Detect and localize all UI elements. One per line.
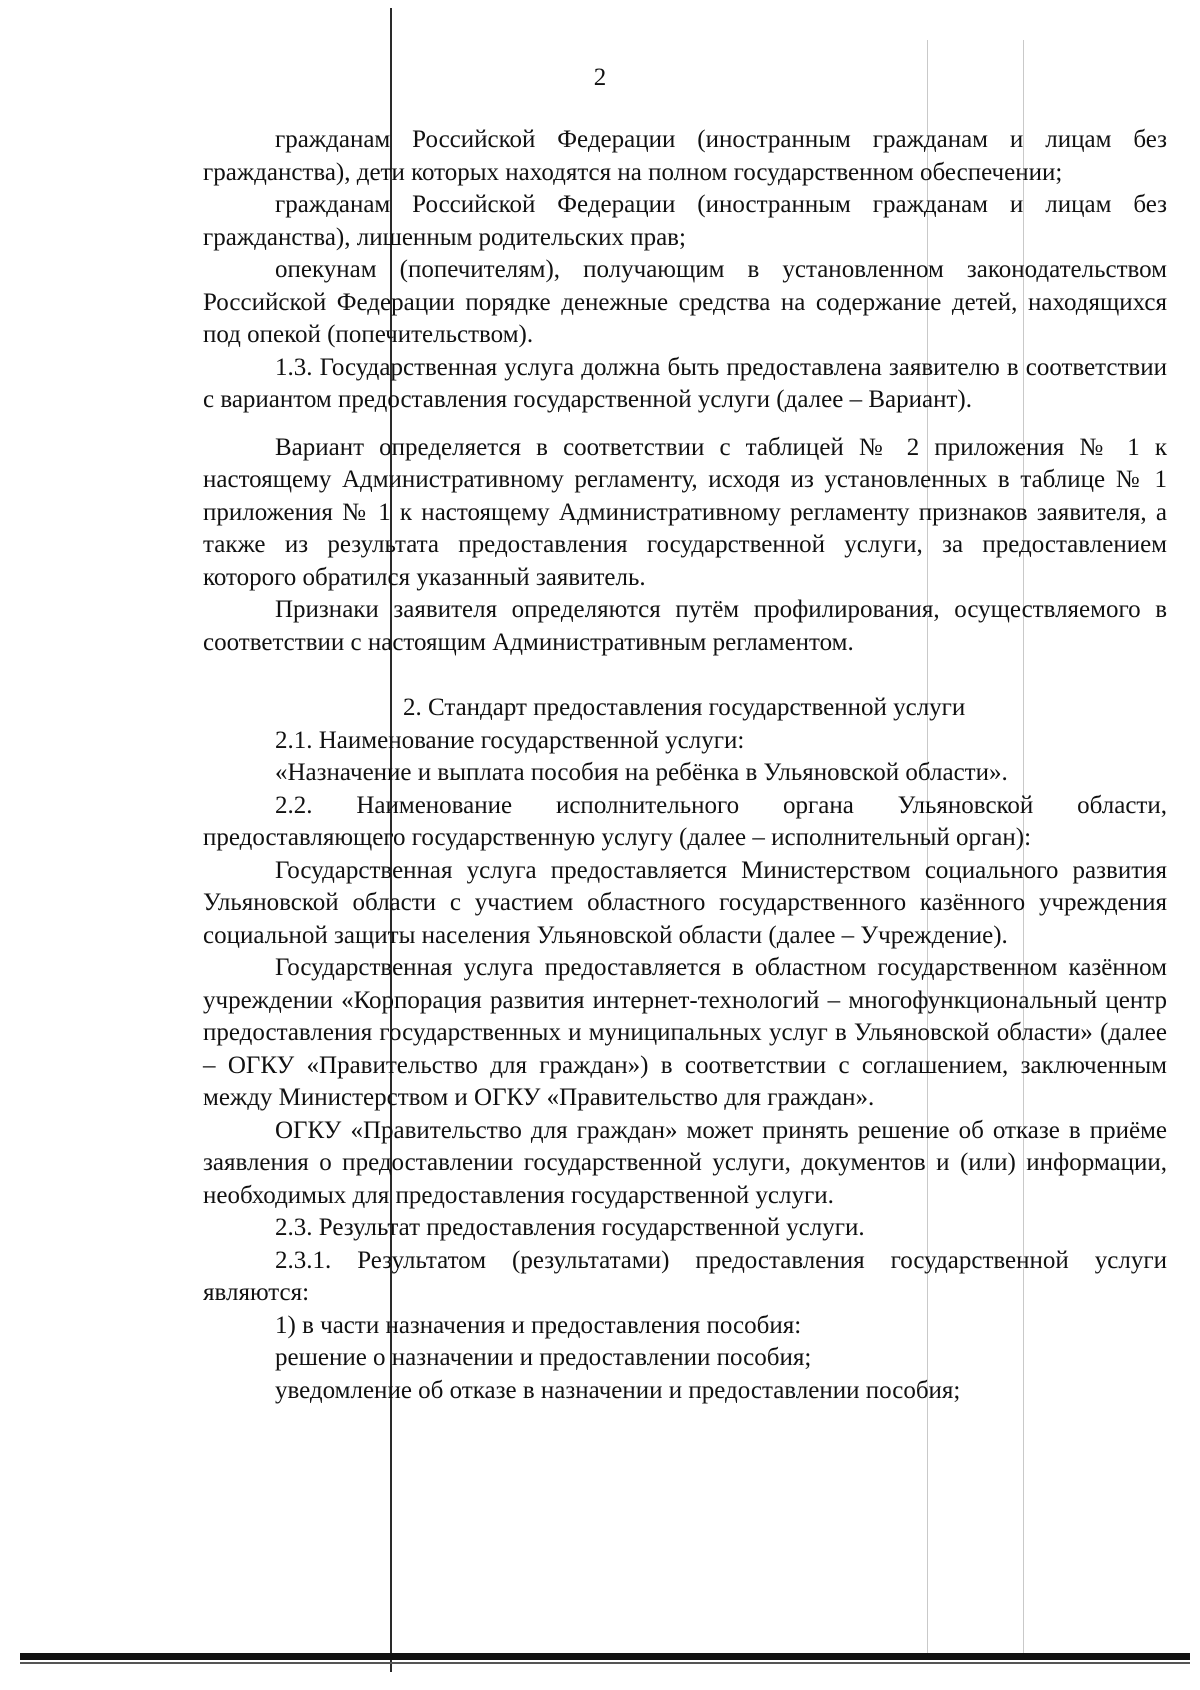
scan-edge-bar — [20, 1662, 1190, 1664]
paragraph: Признаки заявителя определяются путём профилирования, осуществляемого в соответствии с настоящим Административным регламентом. — [203, 596, 1167, 656]
scan-edge-bar — [20, 1653, 1190, 1660]
paragraph: ОГКУ «Правительство для граждан» может принять решение об отказе в приёме заявления о предоставлении государственной услуги, документов и (или) информации, необходимых для предоставления государственной услуги. — [203, 1116, 1167, 1209]
paragraph: Государственная услуга предоставляется Министерством социального развития Ульяновской области с участием областного государственного казённого учреждения социальной защиты населения Ульяновской области (далее – Учреждение). — [203, 856, 1167, 949]
paragraph: гражданам Российской Федерации (иностранным гражданам и лицам без гражданства), дети которых находятся на полном государственном обеспечении; — [203, 126, 1167, 186]
paragraph: 2.3. Результат предоставления государственной услуги. — [275, 1214, 865, 1241]
list-item: решение о назначении и предоставлении пособия; — [275, 1344, 812, 1371]
page-number: 2 — [593, 64, 607, 91]
list-item: 1) в части назначения и предоставления пособия: — [275, 1311, 802, 1339]
paragraph: опекунам (попечителям), получающим в установленном законодательством Российской Федерации порядке денежные средства на содержание детей, находящихся под опекой (попечительством). — [203, 256, 1167, 348]
paragraph: 1.3. Государственная услуга должна быть предоставлена заявителю в соответствии с вариантом предоставления государственной услуги (далее – Вариант). — [203, 353, 1167, 413]
paragraph: «Назначение и выплата пособия на ребёнка в Ульяновской области». — [275, 759, 1008, 786]
list-item: уведомление об отказе в назначении и предоставлении пособия; — [275, 1376, 961, 1404]
paragraph: гражданам Российской Федерации (иностранным гражданам и лицам без гражданства), лишенным родительских прав; — [203, 191, 1167, 251]
paragraph: Государственная услуга предоставляется в областном государственном казённом учреждении «Корпорация развития интернет-технологий – многофункциональный центр предоставления государственных и муниципальных услуг в Ульяновской области» (далее – ОГКУ «Правительство для граждан») в соответствии с соглашением, заключенным между Министерством и ОГКУ «Правительство для граждан». — [203, 954, 1167, 1111]
document-body — [203, 124, 1167, 1407]
paragraph: Вариант определяется в соответствии с таблицей № 2 приложения № 1 к настоящему Административному регламенту, исходя из установленных в таблице № 1 приложения № 1 к настоящему Административному регламенту признаков заявителя, а также из результата предоставления государственной услуги, за предоставлением которого обратился указанный заявитель. — [203, 433, 1167, 591]
paragraph: 2.2. Наименование исполнительного органа Ульяновской области, предоставляющего государственную услугу (далее – исполнительный орган): — [203, 791, 1167, 851]
paragraph: 2.1. Наименование государственной услуги: — [275, 726, 745, 754]
section-heading: 2. Стандарт предоставления государственной услуги — [403, 694, 966, 721]
paragraph: 2.3.1. Результатом (результатами) предоставления государственной услуги являются: — [203, 1246, 1167, 1306]
